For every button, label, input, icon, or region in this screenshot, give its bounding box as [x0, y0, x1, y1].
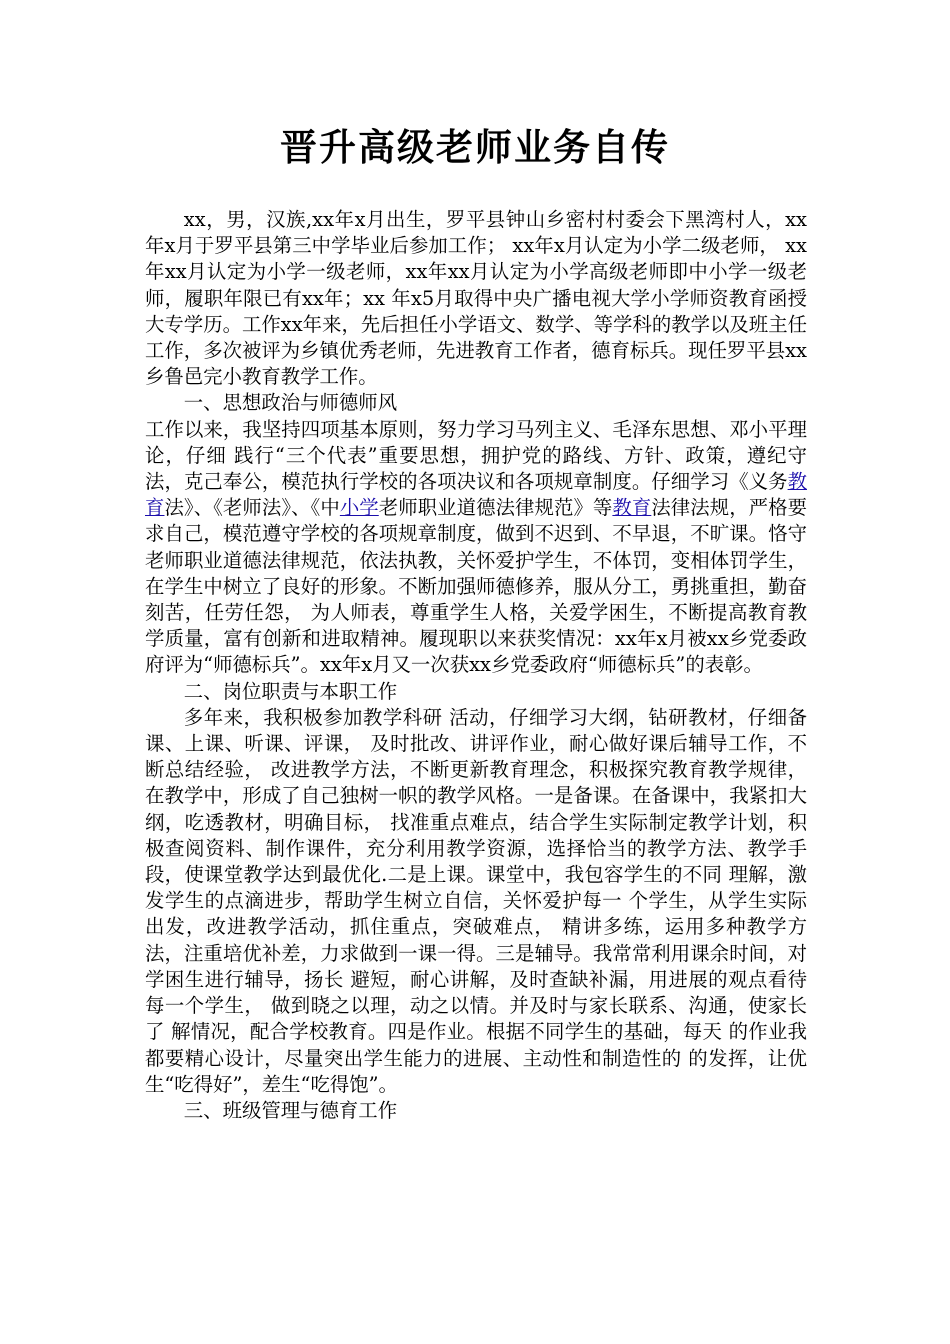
intro-paragraph: xx，男，汉族,xx年x月出生，罗平县钟山乡密村村委会下黑湾村人，xx年x月于罗平县第三中学毕业后参加工作； xx年x月认定为小学二级老师， xx年xx月认定为小学一级老师，xx年xx月认定为小学高级老师即中小学一级老师，履职年限已有xx年；xx 年x5月取得中央广播电视大学小学师资教育函授大专学历。工作xx年来，先后担任小学语文、数学、等学科的教学以及班主任工作，多次被评为乡镇优秀老师，先进教育工作者，德育标兵。现任罗平县xx乡鲁邑完小教育教学工作。 [145, 208, 807, 389]
section1-text-a: 工作以来，我坚持四项基本原则，努力学习马列主义、毛泽东思想、邓小平理论，仔细 践行“三个代表”重要思想，拥护党的路线、方针、政策，遵纪守法，克己奉公，模范执行学校的各项决议和各项规章制度。仔细学习《义务 [145, 417, 807, 494]
link-education-2[interactable]: 教育 [612, 496, 652, 520]
document-body [145, 207, 807, 1124]
section-heading-3: 三、班级管理与德育工作 [183, 1098, 398, 1122]
section1-text-c: 老师职业道德法律规范》等 [378, 496, 613, 520]
link-education-1[interactable]: 教育 [145, 470, 807, 520]
section2-paragraph: 多年来，我积极参加教学科研 活动，仔细学习大纲，钻研教材，仔细备课、上课、听课、评课， 及时批改、讲评作业，耐心做好课后辅导工作，不断总结经验， 改进教学方法，不断更新教育理念，积极探究教育教学规律，在教学中，形成了自己独树一帜的教学风格。一是备课。在备课中，我紧扣大纲，吃透教材，明确目标， 找准重点难点，结合学生实际制定教学计划，积极查阅资料、制作课件，充分利用教学资源，选择恰当的教学方法、教学手段，使课堂教学达到最优化.二是上课。课堂中，我包容学生的不同 理解，激发学生的点滴进步，帮助学生树立自信，关怀爱护每一 个学生，从学生实际出发，改进教学活动，抓住重点，突破难点， 精讲多练，运用多种教学方法，注重培优补差，力求做到一课一得。三是辅导。我常常利用课余时间，对学困生进行辅导，扬长 避短，耐心讲解，及时查缺补漏，用进展的观点看待每一个学生， 做到晓之以理，动之以情。并及时与家长联系、沟通，使家长了 解情况，配合学校教育。四是作业。根据不同学生的基础，每天 的作业我都要精心设计，尽量突出学生能力的进展、主动性和制造性的 的发挥，让优生“吃得好”，差生“吃得饱”。 [145, 705, 807, 1096]
document-title: 晋升高级老师业务自传 [280, 126, 670, 169]
section-heading-1: 一、思想政治与师德师风 [183, 391, 398, 415]
section1-text-d: 法律法规，严格要求自己，模范遵守学校的各项规章制度，做到不迟到、不早退，不旷课。恪守老师职业道德法律规范，依法执教，关怀爱护学生，不体罚，变相体罚学生，在学生中树立了良好的形象。不断加强师德修养，服从分工，勇挑重担，勤奋刻苦，任劳任怨， 为人师表，尊重学生人格，关爱学困生，不断提高教育教学质量，富有创新和进取精神。履现职以来获奖情况：xx年x月被xx乡党委政府评为“师德标兵”。xx年x月又一次获xx乡党委政府“师德标兵”的表彰。 [145, 496, 807, 677]
link-primary-school[interactable]: 小学 [339, 496, 379, 520]
section1-paragraph [145, 417, 807, 679]
section1-text-b: 法》、《老师法》、《中 [164, 496, 340, 520]
section-heading-2: 二、岗位职责与本职工作 [183, 679, 398, 703]
